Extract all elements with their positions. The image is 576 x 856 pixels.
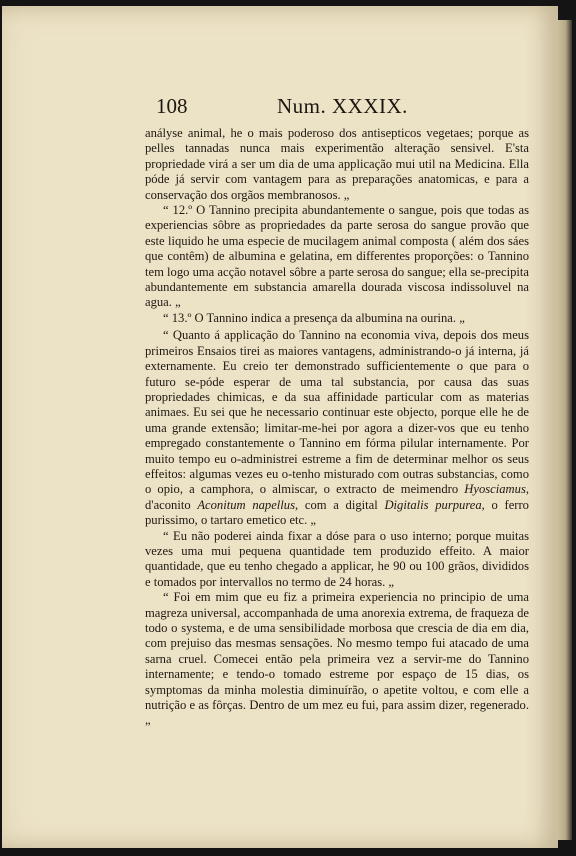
- paragraph-6: “ Foi em mim que eu fiz a primeira experiencia no principio de uma magreza universal, accompanhada de uma anorexia extrema, de fraqueza de todo o systema, e de uma sensibilidade morbosa que crescia de dia em dia, com prejuiso das mesmas sensações. No mesmo tempo fui atacado de uma sarna cruel. Comecei então pela primeira vez a servir-me do Tannino internamente; e tendo-o tomado estreme por espaço de 15 dias, os symptomas da minha molestia diminuírão, o apetite voltou, e com elle a nutrição e as fôrças. Dentro de um mez eu fui, para assim dizer, regenerado. „: [145, 590, 529, 728]
- paragraph-3: “ 13.º O Tannino indica a presença da albumina na ourina. „: [163, 310, 465, 325]
- paragraph-1: anályse animal, he o mais poderoso dos antisepticos vegetaes; porque as pelles tannadas nunca mais experimentão alteração sensivel. E'sta propriedade virá a ser um dia de uma applicação mui util na Medicina. Ella póde já servir com vantagem para as preparações anatomicas, e para a conservação dos orgãos membranosos. „: [145, 126, 529, 202]
- paragraph-4-text-a: “ Quanto á applicação do Tannino na economia viva, depois dos meus primeiros Ensaios tirei as maiores vantagens, administrando-o já interna, já externamente. Eu creio ter demonstrado sufficientemente o que para o futuro se-póde esperar de uma tal substancia, por causa das suas propriedades chimicas, e da sua affinidade particular com as materias animaes. Eu sei que he necessario continuar este objecto, porque elle he de uma grande extensão; limitar-me-hei por agora a dizer-vos que eu tenho empregado constantemente o Tannino em fórma pilular internamente. Por muito tempo eu o-administrei estreme a fim de determinar melhor os seus effeitos: algumas vezes eu o-tenho misturado com outras substancias, como o opio, a camphora, o almiscar, o extracto de meimendro: [145, 328, 529, 497]
- page-header: [156, 94, 536, 120]
- paragraph-2: “ 12.º O Tannino precipita abundantemente o sangue, pois que todas as experiencias sôbre as propriedades da parte serosa do sangue provão que este liquido he uma especie de mucilagem animal composta ( além dos sáes que contêm) de albumina e gelatina, em differentes proporções: o Tannino tem logo uma acção notavel sôbre a parte serosa do sangue; ella se-precipita abundantemente em substancia amarella dourada viscosa indissoluvel na agua. „: [145, 203, 529, 310]
- paragraph-4-italic-2: Aconitum napellus: [197, 497, 295, 512]
- book-page: [2, 6, 558, 848]
- paragraph-5: “ Eu não poderei ainda fixar a dóse para o uso interno; porque muitas vezes uma mui pequena quantidade tem produzido effeito. A maior quantidade, que eu tenho chegado a applicar, he 90 ou 100 grãos, divididos e tomados por intervallos no termo de 24 horas. „: [145, 528, 529, 589]
- running-head: Num. XXXIX.: [277, 94, 408, 118]
- body-text: [145, 126, 529, 729]
- paragraph-4-text-d: , o ferro purissimo, o tartaro emetico etc. „: [145, 497, 529, 528]
- page-edge: [556, 20, 572, 840]
- paragraph-4-italic-1: Hyosciamus: [464, 482, 526, 497]
- paragraph-4: [145, 328, 529, 528]
- paragraph-4-text-c: , com a digital: [295, 497, 385, 512]
- paragraph-4-text-b: , d'aconito: [145, 482, 529, 512]
- page-number: 108: [156, 94, 188, 118]
- paragraph-4-italic-3: Digitalis purpurea: [384, 497, 482, 512]
